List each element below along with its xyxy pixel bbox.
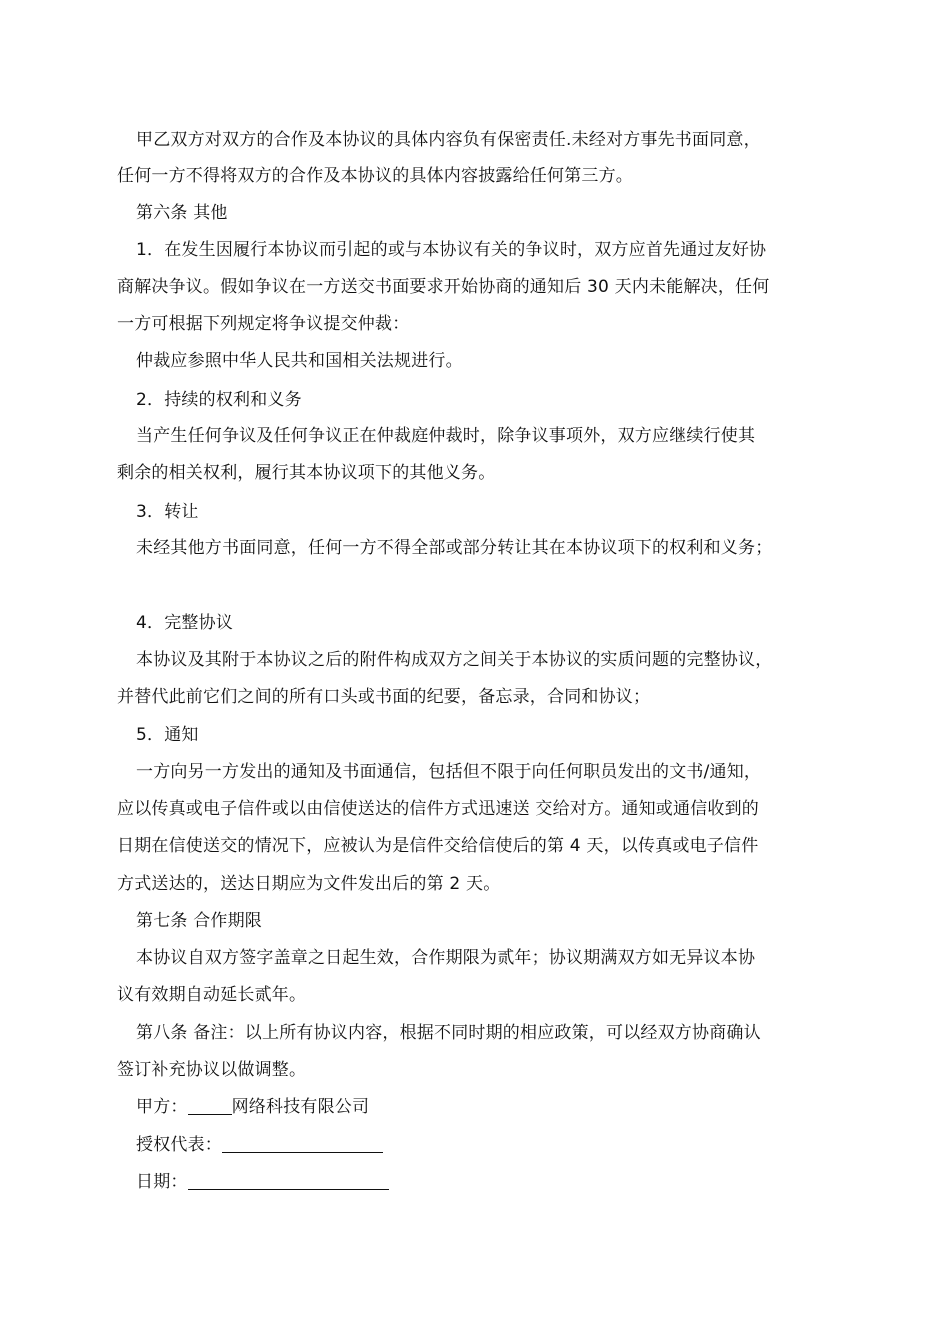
date-label: 日期： — [136, 1172, 188, 1192]
paragraph-line: 一方向另一方发出的通知及书面通信，包括但不限于向任何职员发出的文书/通知， — [136, 762, 762, 782]
paragraph-line: 方式送达的，送达日期应为文件发出后的第 2 天。 — [117, 874, 501, 894]
clause-heading: 2．持续的权利和义务 — [136, 390, 302, 410]
party-a-blank — [188, 1096, 232, 1115]
section-heading: 第七条 合作期限 — [136, 911, 263, 931]
party-a-label: 甲方： — [136, 1097, 188, 1117]
paragraph-line: 并替代此前它们之间的所有口头或书面的纪要，备忘录，合同和协议； — [117, 687, 651, 707]
paragraph-line: 剩余的相关权利，履行其本协议项下的其他义务。 — [117, 463, 496, 483]
party-a-name: 网络科技有限公司 — [231, 1097, 370, 1117]
representative-line — [136, 1133, 876, 1157]
paragraph-line: 本协议自双方签字盖章之日起生效，合作期限为贰年；协议期满双方如无异议本协 — [136, 948, 756, 968]
paragraph-line: 当产生任何争议及任何争议正在仲裁庭仲裁时，除争议事项外，双方应继续行使其 — [136, 426, 756, 446]
paragraph-line: 商解决争议。假如争议在一方送交书面要求开始协商的通知后 30 天内未能解决，任何 — [117, 277, 770, 297]
paragraph-line: 本协议及其附于本协议之后的附件构成双方之间关于本协议的实质问题的完整协议， — [136, 650, 773, 670]
paragraph-line: 1．在发生因履行本协议而引起的或与本协议有关的争议时，双方应首先通过友好协 — [136, 240, 767, 260]
paragraph-line: 议有效期自动延长贰年。 — [117, 985, 307, 1005]
clause-heading: 5．通知 — [136, 725, 199, 745]
paragraph-line: 签订补充协议以做调整。 — [117, 1060, 307, 1080]
representative-blank — [222, 1134, 383, 1153]
paragraph-line: 仲裁应参照中华人民共和国相关法规进行。 — [136, 351, 463, 371]
paragraph-line: 应以传真或电子信件或以由信使送达的信件方式迅速送 交给对方。通知或通信收到的 — [117, 799, 760, 819]
clause-heading: 4．完整协议 — [136, 613, 234, 633]
party-a-line — [136, 1095, 876, 1119]
representative-label: 授权代表： — [136, 1135, 222, 1155]
paragraph-line: 一方可根据下列规定将争议提交仲裁： — [117, 314, 410, 334]
date-blank — [188, 1171, 389, 1190]
paragraph-line: 甲乙双方对双方的合作及本协议的具体内容负有保密责任.未经对方事先书面同意， — [136, 130, 761, 150]
clause-heading: 3．转让 — [136, 502, 199, 522]
date-line — [136, 1170, 876, 1194]
paragraph-line: 未经其他方书面同意，任何一方不得全部或部分转让其在本协议项下的权利和义务； — [136, 538, 773, 558]
section-heading: 第八条 备注：以上所有协议内容，根据不同时期的相应政策，可以经双方协商确认 — [136, 1023, 761, 1043]
section-heading: 第六条 其他 — [136, 203, 228, 223]
paragraph-line: 日期在信使送交的情况下，应被认为是信件交给信使后的第 4 天，以传真或电子信件 — [117, 836, 759, 856]
paragraph-line: 任何一方不得将双方的合作及本协议的具体内容披露给任何第三方。 — [117, 166, 633, 186]
